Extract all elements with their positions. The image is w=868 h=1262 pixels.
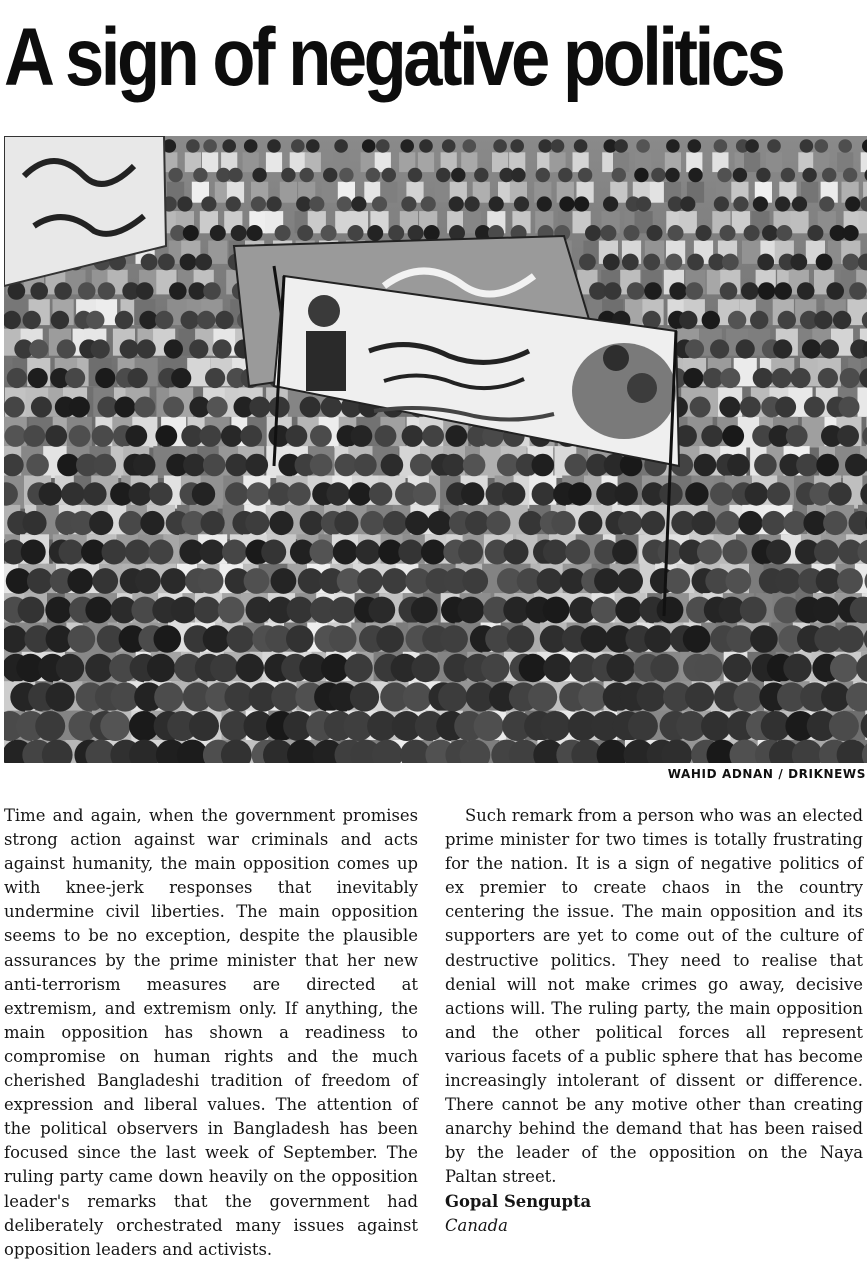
article-column-right xyxy=(445,804,863,1238)
article-column-left xyxy=(4,804,418,1262)
article-paragraph: Such remark from a person who was an elected prime minister for two times is totally frustrating for the nation. It is a sign of negative politics of ex premier to create chaos in the country centering the issue. The main opposition and its supporters are yet to come out of the culture of destructive politics. They need to realise that denial will not make crimes go away, decisive actions will. The ruling party, the main opposition and the other political forces all represent various facets of a public sphere that has become increasingly intolerant of dissent or difference. There cannot be any motive other than creating anarchy behind the demand that has been raised by the leader of the opposition on the Naya Paltan street. xyxy=(445,806,863,1187)
article-paragraph: Time and again, when the government promises strong action against war criminals and acts against humanity, the main opposition comes up with knee-jerk responses that inevitably undermine civil liberties. The main opposition seems to be no exception, despite the plausible assurances by the prime minister that her new anti-terrorism measures are directed at extremism, and extremism only. If anything, the main opposition has shown a readiness to compromise on human rights and the much cherished Bangladeshi tradition of freedom of expression and liberal values. The attention of the political observers in Bangladesh has been focused since the last week of September. The ruling party came down heavily on the opposition leader's remarks that the government had deliberately orchestrated many issues against opposition leaders and activists. xyxy=(4,806,418,1259)
news-photo xyxy=(4,136,867,763)
crowd-rally-image xyxy=(4,136,867,763)
author-name: Gopal Sengupta xyxy=(445,1191,592,1211)
author-location: Canada xyxy=(445,1215,508,1235)
photo-credit: WAHID ADNAN / DRIKNEWS xyxy=(667,767,866,781)
headline: A sign of negative politics xyxy=(4,12,783,103)
